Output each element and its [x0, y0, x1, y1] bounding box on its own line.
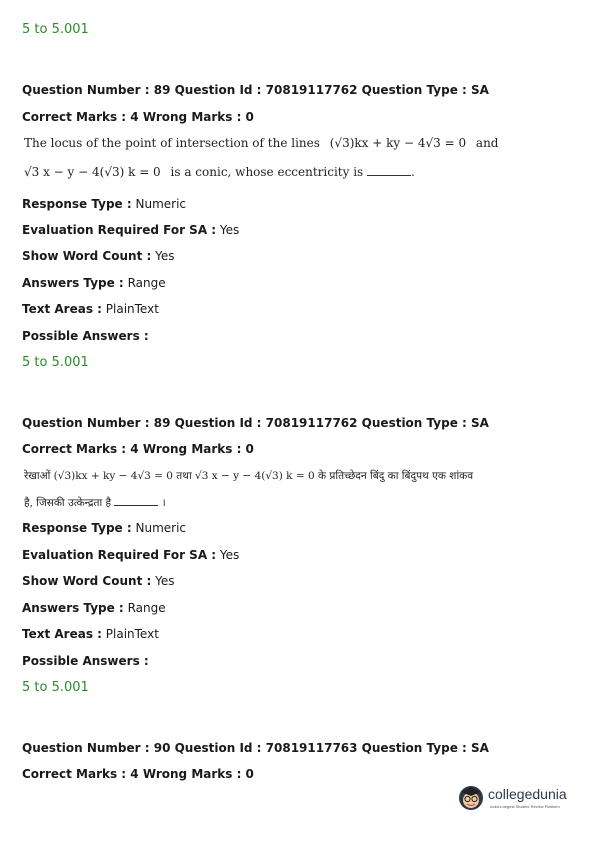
- evaluation-required: Evaluation Required For SA : Yes: [22, 548, 240, 562]
- text-areas: Text Areas : PlainText: [22, 302, 159, 316]
- answers-type: Answers Type : Range: [22, 601, 166, 615]
- question-math-1: (√3)kx + ky − 4√3 = 0: [329, 136, 467, 150]
- question-text-hindi-line-1: रेखाओं (√3)kx + ky − 4√3 = 0 तथा √3 x − y − 4(√3) k = 0 के प्रतिच्छेदन बिंदु का बिंदुपथ एक शांकव: [24, 470, 474, 482]
- possible-answers-label: Possible Answers :: [22, 654, 149, 668]
- answer-blank: [367, 165, 411, 176]
- show-word-count: Show Word Count : Yes: [22, 574, 175, 588]
- question-text-suffix: is a conic, whose eccentricity is: [170, 165, 364, 179]
- question-text-hindi-line-2: है, जिसकी उत्केन्द्रता है ।: [24, 497, 166, 509]
- answers-type: Answers Type : Range: [22, 276, 166, 290]
- question-text-line-2: √3 x − y − 4(√3) k = 0 is a conic, whose eccentricity is .: [24, 165, 415, 179]
- question-marks: Correct Marks : 4 Wrong Marks : 0: [22, 767, 254, 781]
- question-header: Question Number : 89 Question Id : 70819117762 Question Type : SA: [22, 416, 489, 430]
- question-header: Question Number : 89 Question Id : 70819117762 Question Type : SA: [22, 83, 489, 97]
- question-text-line-1: [24, 136, 499, 150]
- question-header: Question Number : 90 Question Id : 70819117763 Question Type : SA: [22, 741, 489, 755]
- logo-tagline: India's largest Student Review Platform: [490, 804, 560, 809]
- question-math-2: √3 x − y − 4(√3) k = 0: [24, 165, 161, 179]
- question-text-and: and: [475, 136, 499, 150]
- answer-range: 5 to 5.001: [22, 680, 89, 695]
- question-marks: Correct Marks : 4 Wrong Marks : 0: [22, 442, 254, 456]
- question-marks: Correct Marks : 4 Wrong Marks : 0: [22, 110, 254, 124]
- text-areas: Text Areas : PlainText: [22, 627, 159, 641]
- possible-answers-label: Possible Answers :: [22, 329, 149, 343]
- question-text-prefix: The locus of the point of intersection of the lines: [24, 136, 320, 150]
- answer-blank: [114, 495, 158, 506]
- response-type: Response Type : Numeric: [22, 197, 187, 211]
- logo-wordmark: collegedunia: [488, 786, 567, 802]
- evaluation-required: Evaluation Required For SA : Yes: [22, 223, 240, 237]
- response-type: Response Type : Numeric: [22, 521, 187, 535]
- mascot-icon: [456, 782, 486, 812]
- show-word-count: Show Word Count : Yes: [22, 249, 175, 263]
- answer-range-top: 5 to 5.001: [22, 22, 89, 37]
- answer-range: 5 to 5.001: [22, 355, 89, 370]
